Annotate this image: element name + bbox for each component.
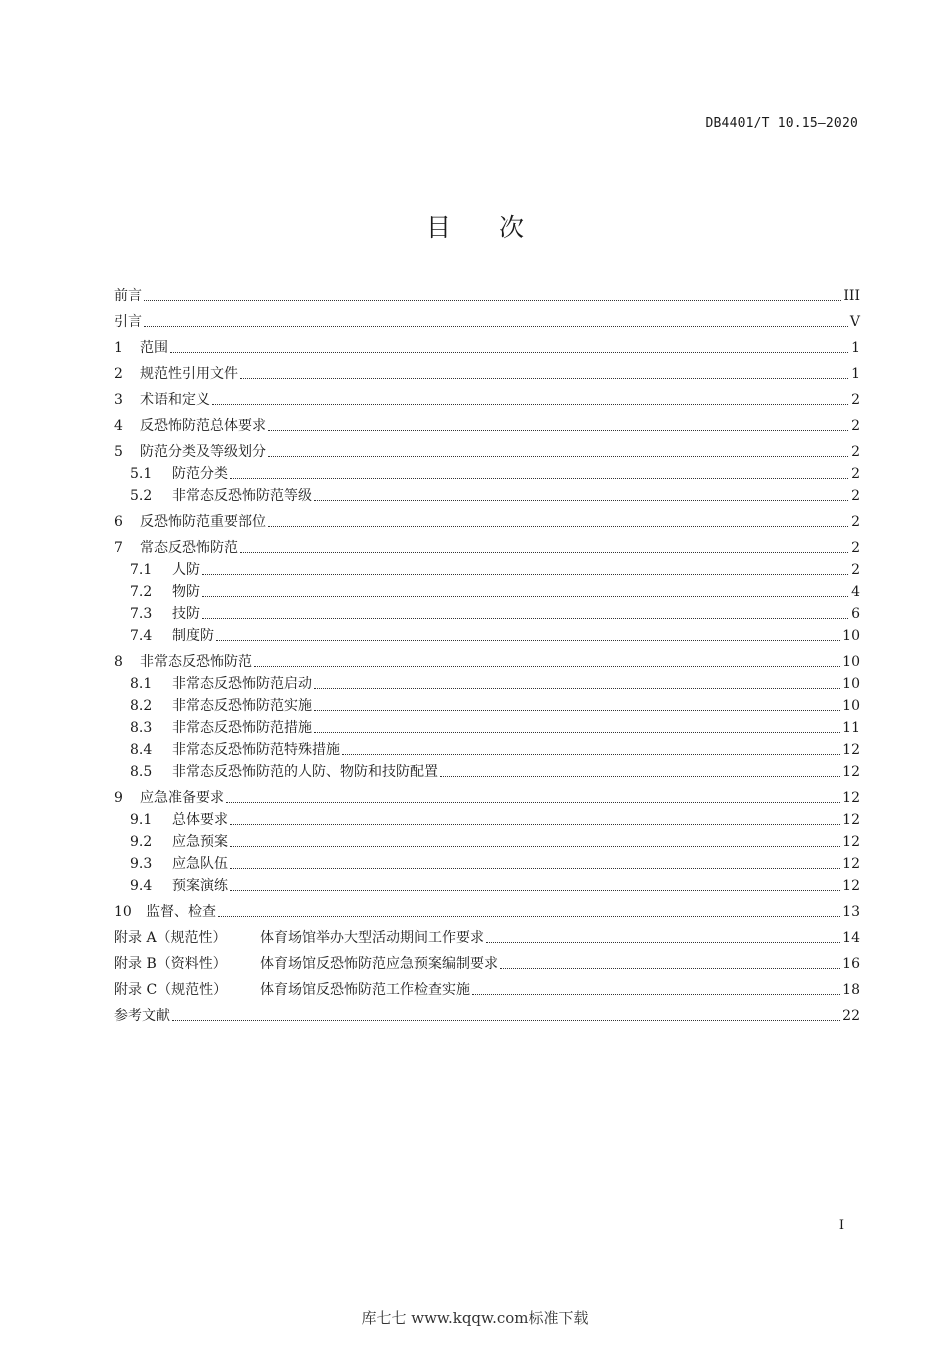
toc-entry-title: 规范性引用文件 [140,366,238,382]
toc-entry[interactable] [114,788,860,809]
toc-entry-number: 7.3 [130,606,153,622]
toc-entry[interactable] [114,512,860,533]
toc-entry-title: 常态反恐怖防范 [140,540,238,556]
toc-entry-title: 非常态反恐怖防范的人防、物防和技防配置 [172,764,438,780]
dot-leader [240,551,848,553]
toc-entry-number: 9.1 [130,812,153,828]
dot-leader [314,687,840,689]
toc-entry[interactable] [114,604,860,625]
dot-leader [216,639,840,641]
toc-entry-page: 12 [842,856,860,872]
toc-entry-title: 非常态反恐怖防范特殊措施 [172,742,340,758]
toc-entry[interactable] [114,954,860,975]
dot-leader [342,753,840,755]
document-code: DB4401/T 10.15—2020 [705,116,858,131]
toc-entry-title: 反恐怖防范重要部位 [140,514,266,530]
toc-entry[interactable] [114,560,860,581]
toc-entry-title: 非常态反恐怖防范实施 [172,698,312,714]
toc-entry-page: 11 [842,720,860,736]
toc-entry-number: 8.2 [130,698,153,714]
toc-entry-page: 10 [842,654,860,670]
toc-entry-title: 监督、检查 [146,904,216,920]
toc-entry[interactable] [114,652,860,673]
toc-entry-page: 22 [842,1008,860,1024]
toc-entry-number: 9.2 [130,834,153,850]
toc-entry-page: 2 [851,444,860,460]
toc-entry-number: 8.5 [130,764,153,780]
dot-leader [440,775,840,777]
toc-entry-page: 10 [842,698,860,714]
dot-leader [268,429,848,431]
toc-entry-page: 2 [851,418,860,434]
toc-entry[interactable] [114,338,860,359]
toc-entry[interactable] [114,696,860,717]
table-of-contents [114,286,860,1027]
toc-entry-number: 附录 C（规范性） [114,982,228,998]
page-number: I [838,1218,844,1233]
toc-entry[interactable] [114,538,860,559]
toc-entry-title: 体育场馆举办大型活动期间工作要求 [260,930,484,946]
toc-entry-number: 10 [114,904,132,920]
toc-entry-title: 物防 [172,584,200,600]
dot-leader [172,1019,840,1021]
toc-entry-page: 12 [842,878,860,894]
toc-entry[interactable] [114,390,860,411]
toc-entry[interactable] [114,442,860,463]
footer-watermark: 库七七 www.kqqw.com标准下载 [361,1309,589,1327]
dot-leader [314,709,840,711]
toc-entry[interactable] [114,902,860,923]
dot-leader [268,525,848,527]
toc-entry[interactable] [114,626,860,647]
toc-entry-page: 18 [842,982,860,998]
toc-entry[interactable] [114,876,860,897]
dot-leader [314,731,840,733]
toc-entry[interactable] [114,464,860,485]
dot-leader [218,915,840,917]
toc-entry-title: 非常态反恐怖防范措施 [172,720,312,736]
toc-entry-number: 附录 B（资料性） [114,956,227,972]
toc-entry-title: 技防 [172,606,200,622]
toc-entry[interactable] [114,928,860,949]
toc-entry-page: 10 [842,676,860,692]
toc-entry-number: 7.2 [130,584,153,600]
toc-entry-title: 参考文献 [114,1008,170,1024]
dot-leader [268,455,848,457]
toc-entry-number: 8.4 [130,742,153,758]
toc-entry[interactable] [114,416,860,437]
toc-entry-title: 应急预案 [172,834,228,850]
toc-entry-title: 非常态反恐怖防范启动 [172,676,312,692]
toc-entry-title: 防范分类及等级划分 [140,444,266,460]
toc-entry-page: V [849,314,860,330]
toc-entry-number: 5.1 [130,466,153,482]
toc-entry-number: 9 [114,790,123,806]
toc-entry[interactable] [114,312,860,333]
toc-entry-page: 2 [851,562,860,578]
dot-leader [314,499,848,501]
toc-entry-number: 6 [114,514,123,530]
toc-entry-number: 8 [114,654,123,670]
toc-entry-page: 16 [842,956,860,972]
toc-entry-page: 12 [842,790,860,806]
toc-entry-page: 4 [851,584,860,600]
toc-entry-page: 12 [842,764,860,780]
toc-entry-number: 7 [114,540,123,556]
toc-entry-page: 2 [851,488,860,504]
dot-leader [230,889,840,891]
dot-leader [202,573,848,575]
dot-leader [212,403,848,405]
toc-entry-title: 体育场馆反恐怖防范工作检查实施 [260,982,470,998]
toc-entry[interactable] [114,674,860,695]
toc-entry-page: 2 [851,540,860,556]
toc-entry-title: 术语和定义 [140,392,210,408]
toc-entry-title: 预案演练 [172,878,228,894]
dot-leader [202,595,848,597]
toc-entry-page: III [843,288,860,304]
dot-leader [170,351,848,353]
toc-entry[interactable] [114,832,860,853]
toc-entry-page: 2 [851,392,860,408]
toc-entry[interactable] [114,762,860,783]
toc-entry-page: 14 [842,930,860,946]
toc-entry-number: 9.4 [130,878,153,894]
toc-entry-page: 13 [842,904,860,920]
toc-entry-number: 3 [114,392,123,408]
dot-leader [472,993,840,995]
dot-leader [240,377,848,379]
toc-entry-number: 5 [114,444,123,460]
dot-leader [230,823,840,825]
dot-leader [226,801,840,803]
toc-entry-page: 1 [851,366,860,382]
toc-entry-number: 1 [114,340,123,356]
toc-entry-title: 非常态反恐怖防范等级 [172,488,312,504]
toc-entry-page: 12 [842,812,860,828]
toc-entry-number: 8.1 [130,676,153,692]
toc-entry-page: 1 [851,340,860,356]
toc-entry-number: 4 [114,418,123,434]
toc-entry[interactable] [114,740,860,761]
dot-leader [500,967,840,969]
toc-entry-number: 8.3 [130,720,153,736]
toc-entry-number: 9.3 [130,856,153,872]
toc-entry-number: 2 [114,366,123,382]
toc-entry[interactable] [114,980,860,1001]
dot-leader [254,665,840,667]
dot-leader [202,617,848,619]
toc-entry-title: 应急准备要求 [140,790,224,806]
toc-entry-page: 12 [842,834,860,850]
toc-entry[interactable] [114,854,860,875]
toc-entry-title: 反恐怖防范总体要求 [140,418,266,434]
toc-entry-page: 2 [851,514,860,530]
toc-entry-title: 防范分类 [172,466,228,482]
toc-entry[interactable] [114,486,860,507]
toc-entry[interactable] [114,1006,860,1027]
toc-entry-page: 2 [851,466,860,482]
toc-entry-title: 前言 [114,288,142,304]
toc-entry-title: 非常态反恐怖防范 [140,654,252,670]
toc-entry-title: 应急队伍 [172,856,228,872]
toc-entry-title: 范围 [140,340,168,356]
toc-entry-number: 5.2 [130,488,153,504]
toc-entry-title: 人防 [172,562,200,578]
toc-entry-number: 7.4 [130,628,153,644]
toc-entry-title: 体育场馆反恐怖防范应急预案编制要求 [260,956,498,972]
dot-leader [230,845,840,847]
dot-leader [144,299,841,301]
toc-entry[interactable] [114,582,860,603]
toc-entry-title: 引言 [114,314,142,330]
toc-entry-title: 总体要求 [172,812,228,828]
toc-entry-page: 12 [842,742,860,758]
dot-leader [144,325,848,327]
toc-entry-page: 10 [842,628,860,644]
toc-entry[interactable] [114,364,860,385]
toc-entry-page: 6 [851,606,860,622]
toc-entry[interactable] [114,286,860,307]
dot-leader [230,867,840,869]
dot-leader [230,477,848,479]
page-title: 目次 [425,213,572,242]
toc-entry-number: 附录 A（规范性） [114,930,227,946]
toc-entry-number: 7.1 [130,562,153,578]
dot-leader [486,941,840,943]
toc-entry[interactable] [114,810,860,831]
toc-entry-title: 制度防 [172,628,214,644]
toc-entry[interactable] [114,718,860,739]
